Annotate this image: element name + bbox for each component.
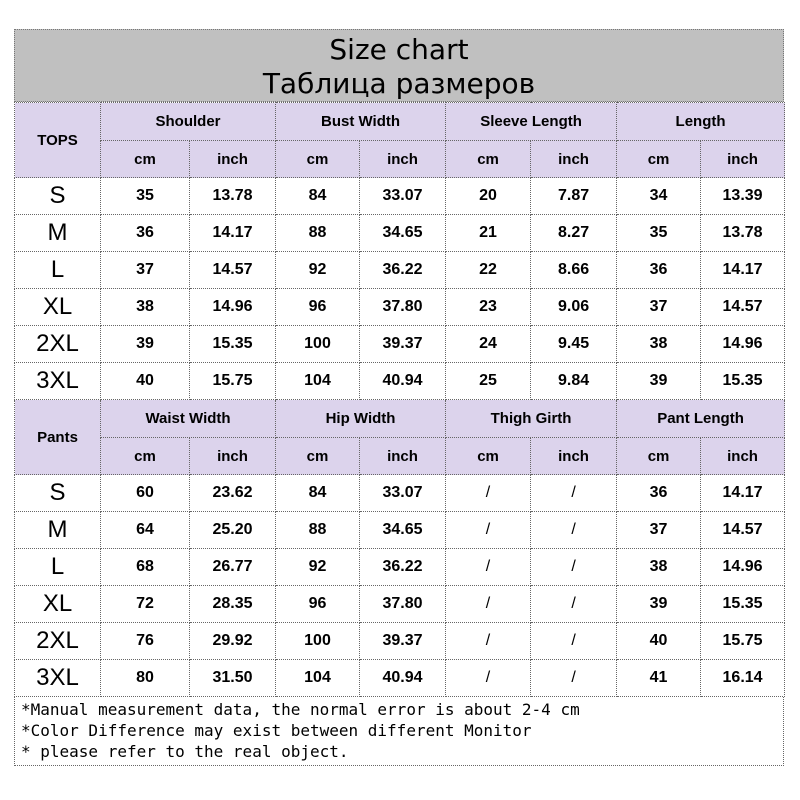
note-line: * please refer to the real object.	[21, 742, 349, 761]
table-cell: 8.66	[531, 252, 617, 289]
unit-cm: cm	[276, 141, 360, 178]
table-cell: 72	[101, 586, 190, 623]
table-cell: 14.96	[701, 549, 785, 586]
table-cell: 16.14	[701, 660, 785, 697]
table-cell: 104	[276, 660, 360, 697]
table-cell: 88	[276, 215, 360, 252]
table-cell: 40	[101, 363, 190, 400]
table-cell: 92	[276, 549, 360, 586]
unit-cm: cm	[101, 141, 190, 178]
tops-section-label: TOPS	[15, 103, 101, 178]
table-row	[15, 289, 785, 326]
unit-inch: inch	[360, 438, 446, 475]
table-row	[15, 252, 785, 289]
table-cell: /	[446, 586, 531, 623]
note-line: *Color Difference may exist between different Monitor	[21, 721, 532, 740]
table-cell: 37.80	[360, 586, 446, 623]
unit-cm: cm	[446, 141, 531, 178]
unit-cm: cm	[276, 438, 360, 475]
pants-section-label: Pants	[15, 400, 101, 475]
table-cell: 15.35	[190, 326, 276, 363]
table-cell: 29.92	[190, 623, 276, 660]
table-cell: 38	[617, 549, 701, 586]
size-table	[14, 102, 785, 697]
unit-cm: cm	[617, 438, 701, 475]
column-header: Hip Width	[276, 400, 446, 438]
chart-title: Size chart	[329, 33, 469, 66]
table-cell: 35	[101, 178, 190, 215]
unit-cm: cm	[617, 141, 701, 178]
table-cell: 14.17	[190, 215, 276, 252]
column-header: Length	[617, 103, 785, 141]
table-cell: 96	[276, 586, 360, 623]
table-cell: 36.22	[360, 549, 446, 586]
table-cell: /	[531, 475, 617, 512]
table-cell: 36	[101, 215, 190, 252]
table-cell: 38	[617, 326, 701, 363]
table-cell: /	[446, 549, 531, 586]
table-cell: /	[531, 512, 617, 549]
table-cell: 31.50	[190, 660, 276, 697]
table-row	[15, 549, 785, 586]
table-cell: 96	[276, 289, 360, 326]
table-cell: 37	[101, 252, 190, 289]
column-header: Bust Width	[276, 103, 446, 141]
table-cell: 38	[101, 289, 190, 326]
table-row	[15, 363, 785, 400]
column-header: Shoulder	[101, 103, 276, 141]
pants-unit-row	[15, 438, 785, 475]
table-cell: 14.17	[701, 475, 785, 512]
note-line: *Manual measurement data, the normal error is about 2-4 cm	[21, 700, 580, 719]
table-cell: 40.94	[360, 660, 446, 697]
table-cell: 33.07	[360, 178, 446, 215]
table-cell: 13.39	[701, 178, 785, 215]
size-label: L	[15, 252, 101, 289]
table-cell: 15.35	[701, 586, 785, 623]
table-cell: 14.57	[701, 289, 785, 326]
table-cell: /	[446, 660, 531, 697]
table-cell: 41	[617, 660, 701, 697]
table-cell: 25.20	[190, 512, 276, 549]
table-cell: 13.78	[190, 178, 276, 215]
table-row	[15, 475, 785, 512]
table-cell: 35	[617, 215, 701, 252]
table-cell: 23	[446, 289, 531, 326]
column-header: Sleeve Length	[446, 103, 617, 141]
table-cell: 39.37	[360, 326, 446, 363]
table-row	[15, 326, 785, 363]
table-cell: 100	[276, 623, 360, 660]
table-cell: 23.62	[190, 475, 276, 512]
table-cell: 28.35	[190, 586, 276, 623]
table-cell: 22	[446, 252, 531, 289]
unit-cm: cm	[446, 438, 531, 475]
table-cell: 76	[101, 623, 190, 660]
notes	[14, 697, 784, 766]
table-cell: 88	[276, 512, 360, 549]
table-cell: 36.22	[360, 252, 446, 289]
size-label: S	[15, 178, 101, 215]
table-cell: 33.07	[360, 475, 446, 512]
table-cell: 9.06	[531, 289, 617, 326]
table-cell: 40	[617, 623, 701, 660]
table-cell: 39	[101, 326, 190, 363]
table-cell: 7.87	[531, 178, 617, 215]
unit-cm: cm	[101, 438, 190, 475]
unit-inch: inch	[360, 141, 446, 178]
table-cell: 26.77	[190, 549, 276, 586]
table-cell: 36	[617, 252, 701, 289]
size-label: 2XL	[15, 623, 101, 660]
table-cell: /	[531, 586, 617, 623]
table-cell: 34.65	[360, 512, 446, 549]
chart-header	[14, 29, 784, 102]
table-cell: /	[446, 623, 531, 660]
table-cell: 20	[446, 178, 531, 215]
unit-inch: inch	[190, 141, 276, 178]
table-cell: 36	[617, 475, 701, 512]
size-label: 2XL	[15, 326, 101, 363]
size-label: M	[15, 215, 101, 252]
table-cell: /	[531, 549, 617, 586]
table-cell: 34	[617, 178, 701, 215]
table-cell: 39	[617, 586, 701, 623]
size-label: S	[15, 475, 101, 512]
table-cell: 24	[446, 326, 531, 363]
unit-inch: inch	[701, 141, 785, 178]
table-cell: 15.35	[701, 363, 785, 400]
table-row	[15, 660, 785, 697]
size-chart	[14, 29, 784, 766]
table-cell: 92	[276, 252, 360, 289]
chart-subtitle: Таблица размеров	[262, 67, 536, 100]
table-row	[15, 215, 785, 252]
table-cell: 68	[101, 549, 190, 586]
table-cell: /	[531, 660, 617, 697]
table-cell: 15.75	[701, 623, 785, 660]
table-cell: 15.75	[190, 363, 276, 400]
table-cell: 14.17	[701, 252, 785, 289]
column-header: Waist Width	[101, 400, 276, 438]
unit-inch: inch	[190, 438, 276, 475]
table-cell: /	[531, 623, 617, 660]
table-cell: 9.84	[531, 363, 617, 400]
table-cell: 37.80	[360, 289, 446, 326]
tops-header-row	[15, 103, 785, 141]
unit-inch: inch	[531, 438, 617, 475]
table-cell: 21	[446, 215, 531, 252]
size-label: L	[15, 549, 101, 586]
unit-inch: inch	[531, 141, 617, 178]
pants-section	[15, 400, 785, 697]
table-cell: 9.45	[531, 326, 617, 363]
table-cell: 84	[276, 178, 360, 215]
table-cell: /	[446, 475, 531, 512]
size-label: XL	[15, 289, 101, 326]
table-cell: 14.57	[190, 252, 276, 289]
table-cell: 39.37	[360, 623, 446, 660]
table-cell: 80	[101, 660, 190, 697]
table-row	[15, 512, 785, 549]
size-label: 3XL	[15, 660, 101, 697]
table-cell: 104	[276, 363, 360, 400]
table-cell: 14.96	[190, 289, 276, 326]
tops-section	[15, 103, 785, 400]
table-cell: 40.94	[360, 363, 446, 400]
table-cell: 37	[617, 289, 701, 326]
tops-unit-row	[15, 141, 785, 178]
table-row	[15, 178, 785, 215]
column-header: Thigh Girth	[446, 400, 617, 438]
pants-header-row	[15, 400, 785, 438]
table-cell: 14.57	[701, 512, 785, 549]
column-header: Pant Length	[617, 400, 785, 438]
table-cell: 14.96	[701, 326, 785, 363]
table-cell: 8.27	[531, 215, 617, 252]
table-cell: /	[446, 512, 531, 549]
table-cell: 37	[617, 512, 701, 549]
unit-inch: inch	[701, 438, 785, 475]
table-row	[15, 586, 785, 623]
table-cell: 25	[446, 363, 531, 400]
table-cell: 60	[101, 475, 190, 512]
size-label: M	[15, 512, 101, 549]
size-label: XL	[15, 586, 101, 623]
table-cell: 64	[101, 512, 190, 549]
table-row	[15, 623, 785, 660]
table-cell: 39	[617, 363, 701, 400]
size-label: 3XL	[15, 363, 101, 400]
table-cell: 84	[276, 475, 360, 512]
table-cell: 13.78	[701, 215, 785, 252]
table-cell: 34.65	[360, 215, 446, 252]
table-cell: 100	[276, 326, 360, 363]
